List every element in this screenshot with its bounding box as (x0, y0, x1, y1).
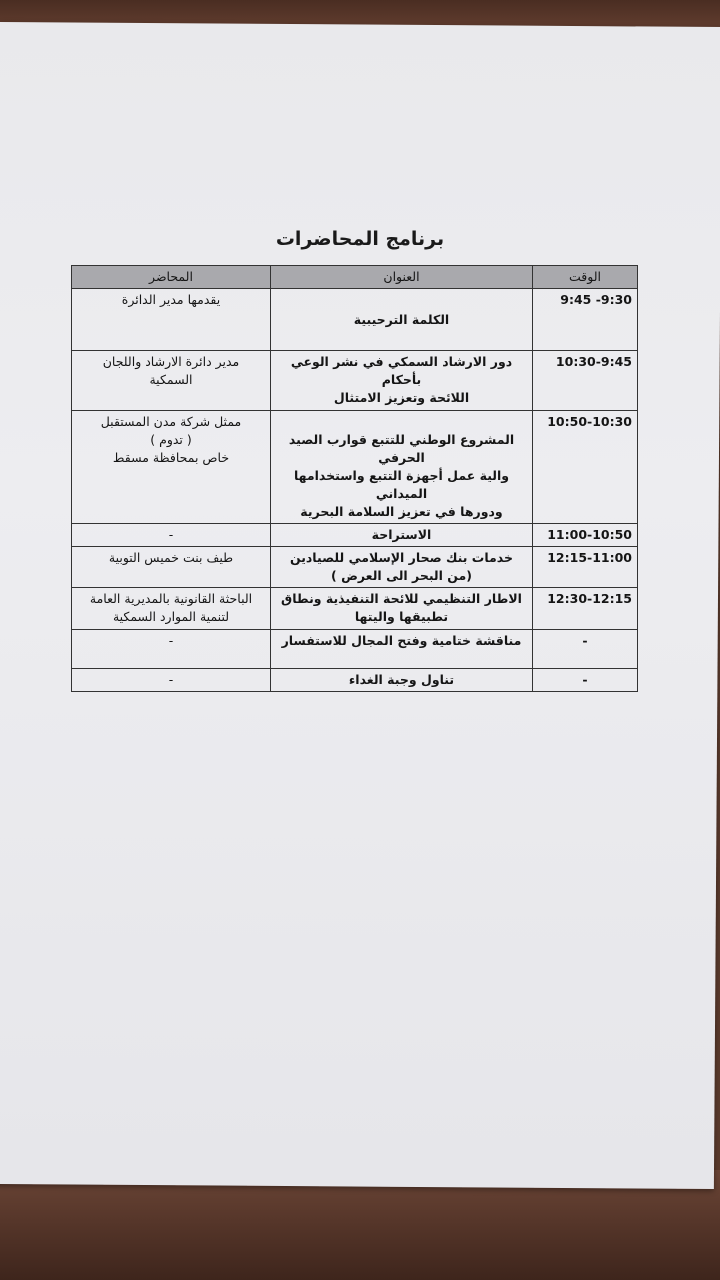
presenter-cell (72, 351, 271, 411)
topic-line: الكلمة الترحيبية (353, 312, 450, 327)
header-presenter: المحاضر (72, 266, 271, 289)
topic-cell (271, 524, 533, 547)
topic-line: والية عمل أجهزة التتبع واستخدامها الميداني (293, 468, 510, 501)
lecture-schedule-table (71, 265, 638, 692)
topic-line: المشروع الوطني للتتبع قوارب الصيد الحرفي (288, 432, 515, 465)
time-text: - (582, 672, 588, 687)
presenter-cell (72, 669, 271, 692)
topic-line: ودورها في تعزيز السلامة البحرية (300, 504, 503, 519)
time-text: - (582, 633, 588, 648)
time-text: 10:50-10:30 (547, 414, 632, 429)
time-cell (533, 289, 638, 351)
presenter-line: الباحثة القانونية بالمديرية العامة (89, 591, 253, 606)
table-row (72, 630, 638, 669)
document-title: برنامج المحاضرات (275, 228, 445, 250)
topic-cell (271, 588, 533, 630)
presenter-cell (72, 524, 271, 547)
presenter-line: لتنمية الموارد السمكية (112, 609, 230, 624)
table-header-row (72, 266, 638, 289)
topic-cell (271, 411, 533, 524)
topic-cell (271, 351, 533, 411)
header-topic: العنوان (271, 266, 533, 289)
presenter-line: ممثل شركة مدن المستقبل (100, 414, 242, 429)
time-cell (533, 669, 638, 692)
time-text: 12:15-11:00 (547, 550, 632, 565)
time-cell (533, 630, 638, 669)
topic-line: دور الارشاد السمكي في نشر الوعي بأحكام (290, 354, 513, 387)
topic-line: (من البحر الى العرض ) (331, 568, 472, 583)
header-time: الوقت (533, 266, 638, 289)
time-text: 10:30-9:45 (555, 354, 632, 369)
table-row (72, 669, 638, 692)
presenter-line: ( تدوم ) (150, 432, 192, 447)
time-text: 11:00-10:50 (547, 527, 632, 542)
topic-line: تطبيقها واليتها (354, 609, 449, 624)
time-text: 12:30-12:15 (547, 591, 632, 606)
presenter-cell (72, 588, 271, 630)
presenter-cell (72, 547, 271, 588)
presenter-line: - (168, 672, 174, 687)
topic-line: الاطار التنظيمي للائحة التنفيذية ونطاق (281, 591, 522, 606)
presenter-cell (72, 289, 271, 351)
table-row (72, 524, 638, 547)
topic-cell (271, 630, 533, 669)
topic-cell (271, 289, 533, 351)
topic-line: تناول وجبة الغداء (348, 672, 455, 687)
table-row (72, 351, 638, 411)
table-row (72, 289, 638, 351)
time-cell (533, 588, 638, 630)
presenter-line: - (168, 633, 174, 648)
time-cell (533, 351, 638, 411)
presenter-line: طيف بنت خميس التوبية (108, 550, 234, 565)
presenter-line: يقدمها مدير الدائرة (121, 292, 221, 307)
topic-line: اللائحة وتعزيز الامتثال (333, 390, 470, 405)
topic-cell (271, 669, 533, 692)
presenter-cell (72, 411, 271, 524)
presenter-line: السمكية (149, 372, 193, 387)
topic-cell (271, 547, 533, 588)
topic-line: خدمات بنك صحار الإسلامي للصيادين (289, 550, 514, 565)
time-cell (533, 411, 638, 524)
time-text: 9:45 -9:30 (560, 292, 632, 307)
topic-line: مناقشة ختامية وفتح المجال للاستفسار (281, 633, 522, 648)
table-row (72, 588, 638, 630)
topic-line: الاستراحة (371, 527, 432, 542)
time-cell (533, 524, 638, 547)
presenter-cell (72, 630, 271, 669)
time-cell (533, 547, 638, 588)
table-row (72, 547, 638, 588)
presenter-line: مدير دائرة الارشاد واللجان (102, 354, 240, 369)
presenter-line: خاص بمحافظة مسقط (112, 450, 230, 465)
table-row (72, 411, 638, 524)
presenter-line: - (168, 527, 174, 542)
